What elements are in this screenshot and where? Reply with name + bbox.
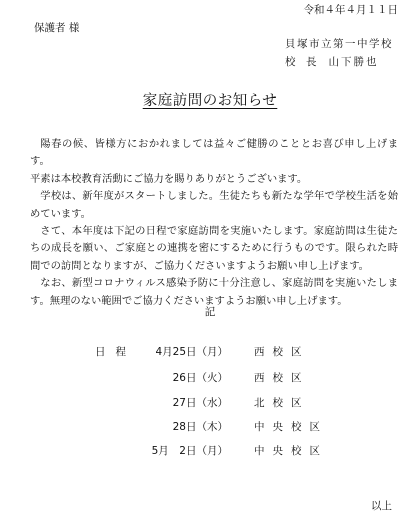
schedule-date: 28日（木） [172, 421, 228, 433]
schedule-district: 西校区 [254, 372, 310, 384]
schedule-date: 26日（火） [172, 372, 228, 384]
principal-title: 校 長 [285, 56, 317, 68]
schedule-district: 北校区 [254, 397, 310, 409]
schedule-district: 中央校区 [254, 445, 328, 457]
paragraph: 陽春の候、皆様方におかれましては益々ご健勝のこととお喜び申し上げます。 [30, 138, 398, 168]
document-title [0, 93, 420, 110]
document-title-text: 家庭訪問のお知らせ [142, 93, 278, 109]
schedule-district: 西校区 [254, 346, 310, 358]
paragraph: なお、新型コロナウィルス感染予防に十分注意し、家庭訪問を実施いたします。無理のない範囲でご協力くださいますようお願い申し上げます。 [30, 277, 398, 307]
paragraph: 学校は、新年度がスタートしました。生徒たちも新たな学年で学校生活を始めています。 [30, 190, 398, 220]
closing-remark: 以上 [371, 500, 392, 512]
principal-name: 山下勝也 [328, 56, 379, 68]
principal [285, 56, 379, 69]
school-name: 貝塚市立第一中学校 [285, 38, 393, 50]
document-body [30, 136, 398, 310]
schedule-date: 4月25日（月） [155, 346, 228, 358]
schedule-date: 5月 2日（月） [151, 445, 228, 457]
paragraph: さて、本年度は下記の日程で家庭訪問を実施いたします。家庭訪問は生徒たちの成長を願い、ご家庭との連携を密にするために行うものです。限られた時間での訪問となりますが、ご協力くださいますようお願い申し上げます。 [30, 225, 398, 272]
schedule-label: 日程 [95, 346, 136, 358]
document-date: 令和４年４月１１日 [303, 4, 398, 16]
ki-heading: 記 [204, 306, 216, 318]
schedule-date: 27日（水） [172, 397, 228, 409]
paragraph: 平素は本校教育活動にご協力を賜りありがとうございます。 [30, 172, 308, 185]
schedule-district: 中央校区 [254, 421, 328, 433]
recipient: 保護者 様 [34, 22, 80, 34]
